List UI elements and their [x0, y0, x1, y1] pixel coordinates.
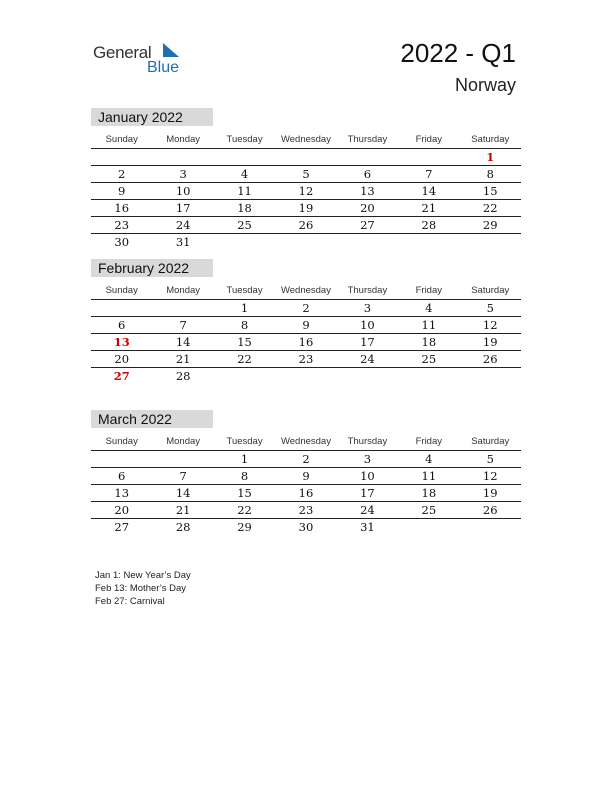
day-cell: 6 [118, 469, 126, 483]
week-row [91, 217, 521, 234]
day-cell: 25 [421, 503, 437, 517]
day-cell: 16 [298, 486, 314, 500]
day-cell: 19 [482, 486, 498, 500]
day-cell: 3 [363, 301, 372, 315]
week-row [91, 468, 521, 485]
week-row [91, 300, 521, 317]
day-cell [460, 368, 521, 384]
day-cell: 21 [175, 503, 191, 517]
day-cell: 29 [482, 218, 498, 232]
day-cell [214, 149, 275, 165]
weekday-label: Saturday [471, 134, 510, 145]
day-cell: 13 [114, 486, 130, 500]
day-cell [152, 300, 213, 316]
week-row [91, 502, 521, 519]
day-cell [337, 149, 398, 165]
day-cell: 1 [240, 301, 249, 315]
day-cell: 8 [240, 318, 249, 332]
day-cell: 13 [360, 184, 375, 198]
day-cell: 31 [175, 235, 191, 249]
day-cell: 26 [482, 352, 498, 366]
day-cell: 19 [298, 201, 314, 215]
weekday-label: Sunday [105, 134, 138, 145]
day-cell: 23 [298, 503, 314, 517]
day-cell: 5 [486, 452, 494, 466]
day-cell [214, 368, 275, 384]
day-cell [152, 451, 213, 467]
day-cell: 8 [486, 167, 494, 181]
day-cell: 25 [237, 218, 252, 232]
week-row [91, 234, 521, 250]
day-cell [398, 519, 459, 535]
day-cell: 6 [363, 167, 372, 181]
weekday-label: Friday [415, 436, 443, 447]
day-cell [398, 234, 459, 250]
day-cell: 20 [114, 352, 130, 366]
weekday-label: Thursday [347, 134, 388, 145]
day-cell: 28 [175, 369, 191, 383]
month-block [91, 108, 521, 250]
day-cell: 4 [425, 452, 433, 466]
day-cell: 11 [237, 184, 252, 198]
weekday-label: Monday [166, 134, 201, 145]
day-cell: 27 [360, 218, 375, 232]
day-cell: 7 [425, 167, 433, 181]
month-block [91, 410, 521, 535]
day-cell: 22 [237, 503, 252, 517]
day-cell: 16 [114, 201, 130, 215]
day-cell: 2 [118, 167, 126, 181]
week-row [91, 166, 521, 183]
day-cell: 23 [298, 352, 314, 366]
day-cell: 9 [302, 469, 310, 483]
weekday-header [91, 433, 521, 451]
week-row [91, 368, 521, 384]
day-cell: 26 [482, 503, 498, 517]
day-cell: 12 [482, 469, 498, 483]
weekday-label: Saturday [471, 285, 510, 296]
day-cell: 15 [237, 335, 252, 349]
weekday-header [91, 131, 521, 149]
day-cell [91, 149, 152, 165]
weekday-label: Tuesday [226, 134, 263, 145]
day-cell: 16 [298, 335, 314, 349]
day-cell: 17 [360, 486, 375, 500]
week-row [91, 183, 521, 200]
weekday-label: Thursday [347, 436, 388, 447]
day-cell: 12 [298, 184, 314, 198]
day-cell [91, 451, 152, 467]
day-cell: 30 [114, 235, 130, 249]
week-row [91, 317, 521, 334]
month-label: January 2022 [91, 108, 213, 126]
day-cell: 17 [175, 201, 191, 215]
week-row [91, 200, 521, 217]
day-cell: 13 [113, 335, 130, 349]
day-cell: 1 [486, 150, 495, 164]
weekday-label: Tuesday [226, 436, 263, 447]
holiday-note: Feb 13: Mother’s Day [95, 583, 186, 594]
day-cell: 10 [175, 184, 191, 198]
logo-triangle-icon [161, 43, 179, 57]
day-cell: 22 [237, 352, 252, 366]
month-label: March 2022 [91, 410, 213, 428]
weekday-header [91, 282, 521, 300]
day-cell: 26 [298, 218, 314, 232]
holiday-note: Jan 1: New Year’s Day [95, 570, 191, 581]
day-cell: 27 [113, 369, 130, 383]
country-name: Norway [454, 75, 516, 95]
day-cell [337, 234, 398, 250]
weekday-label: Wednesday [280, 285, 331, 296]
month-block [91, 259, 521, 384]
day-cell: 18 [237, 201, 252, 215]
day-cell: 6 [118, 318, 126, 332]
day-cell: 23 [114, 218, 130, 232]
day-cell [214, 234, 275, 250]
day-cell: 10 [360, 469, 375, 483]
week-row [91, 451, 521, 468]
day-cell: 4 [240, 167, 249, 181]
day-cell: 7 [179, 318, 187, 332]
week-row [91, 519, 521, 535]
day-cell: 9 [302, 318, 310, 332]
day-cell: 2 [302, 452, 310, 466]
weekday-label: Saturday [471, 436, 510, 447]
day-cell [275, 368, 336, 384]
day-cell: 28 [421, 218, 437, 232]
day-cell: 31 [360, 520, 375, 534]
month-label: February 2022 [91, 259, 213, 277]
week-row [91, 351, 521, 368]
day-cell: 28 [175, 520, 191, 534]
day-cell: 14 [421, 184, 437, 198]
day-cell [91, 300, 152, 316]
day-cell: 15 [482, 184, 498, 198]
day-cell: 27 [114, 520, 130, 534]
week-row [91, 149, 521, 166]
day-cell: 8 [240, 469, 249, 483]
day-cell: 21 [175, 352, 191, 366]
weekday-label: Friday [415, 285, 443, 296]
day-cell: 3 [363, 452, 372, 466]
day-cell: 24 [360, 352, 375, 366]
day-cell: 22 [482, 201, 498, 215]
day-cell [275, 149, 336, 165]
day-cell: 7 [179, 469, 187, 483]
weekday-label: Sunday [105, 436, 138, 447]
day-cell: 20 [360, 201, 375, 215]
day-cell [337, 368, 398, 384]
weekday-label: Monday [166, 436, 201, 447]
day-cell: 18 [421, 335, 437, 349]
day-cell: 1 [240, 452, 249, 466]
logo-text-general: General [93, 43, 152, 62]
day-cell: 11 [421, 469, 437, 483]
day-cell: 14 [175, 335, 191, 349]
day-cell: 4 [425, 301, 433, 315]
day-cell: 5 [486, 301, 494, 315]
day-cell [152, 149, 213, 165]
day-cell: 14 [175, 486, 191, 500]
logo-text-blue: Blue [147, 59, 180, 76]
day-cell [460, 234, 521, 250]
weekday-label: Monday [166, 285, 201, 296]
generalblue-logo [93, 40, 193, 80]
weekday-label: Sunday [105, 285, 138, 296]
weekday-label: Wednesday [280, 134, 331, 145]
day-cell: 15 [237, 486, 252, 500]
day-cell: 17 [360, 335, 375, 349]
day-cell: 30 [298, 520, 314, 534]
day-cell: 19 [482, 335, 498, 349]
holiday-notes [95, 569, 191, 608]
week-row [91, 485, 521, 502]
weekday-label: Wednesday [280, 436, 331, 447]
day-cell: 11 [421, 318, 437, 332]
page-title: 2022 - Q1 [400, 38, 516, 68]
holiday-note: Feb 27: Carnival [95, 596, 165, 607]
day-cell: 3 [179, 167, 187, 181]
weekday-label: Friday [415, 134, 443, 145]
day-cell: 18 [421, 486, 437, 500]
day-cell: 2 [302, 301, 310, 315]
day-cell: 25 [421, 352, 437, 366]
day-cell [275, 234, 336, 250]
day-cell: 24 [175, 218, 191, 232]
day-cell: 5 [302, 167, 310, 181]
day-cell [398, 149, 459, 165]
day-cell: 29 [237, 520, 252, 534]
weekday-label: Thursday [347, 285, 388, 296]
day-cell: 21 [421, 201, 437, 215]
day-cell: 20 [114, 503, 130, 517]
day-cell [460, 519, 521, 535]
weekday-label: Tuesday [226, 285, 263, 296]
day-cell: 10 [360, 318, 375, 332]
day-cell [398, 368, 459, 384]
day-cell: 9 [118, 184, 126, 198]
week-row [91, 334, 521, 351]
day-cell: 24 [360, 503, 375, 517]
day-cell: 12 [482, 318, 498, 332]
